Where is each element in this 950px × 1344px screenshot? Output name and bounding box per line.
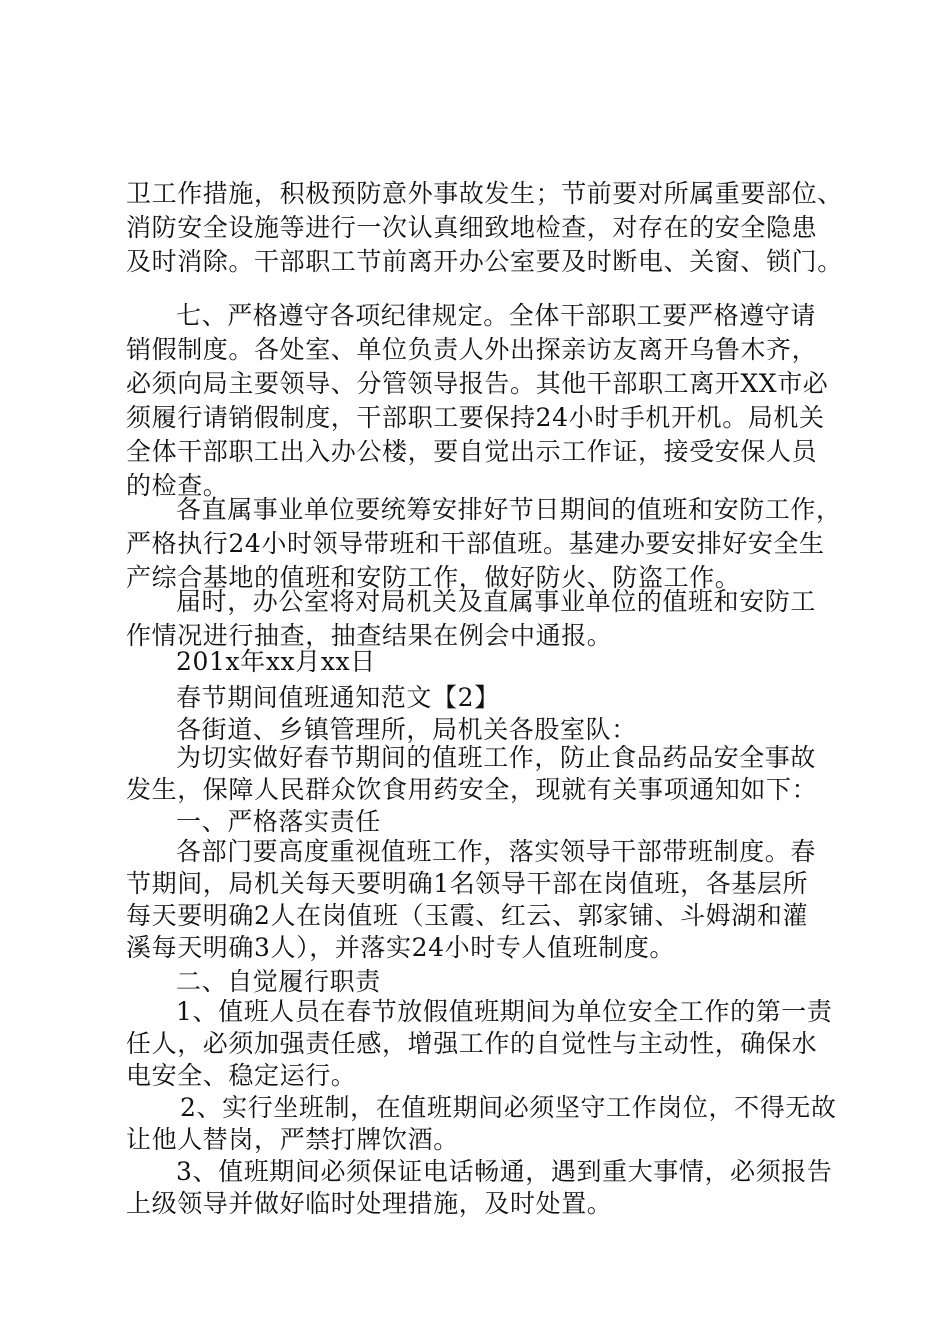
paragraph-line: 溪每天明确3人），并落实24小时专人值班制度。: [126, 933, 676, 962]
paragraph-line: 为切实做好春节期间的值班工作，防止食品药品安全事故: [176, 743, 817, 772]
paragraph-line: 节期间，局机关每天要明确1名领导干部在岗值班，各基层所: [126, 869, 809, 898]
paragraph-line: 1、值班人员在春节放假值班期间为单位安全工作的第一责: [176, 997, 833, 1026]
paragraph-line: 各直属事业单位要统筹安排好节日期间的值班和安防工作，: [176, 495, 842, 524]
paragraph-line: 上级领导并做好临时处理措施，及时处置。: [126, 1189, 613, 1218]
paragraph-line: 产综合基地的值班和安防工作，做好防火、防盗工作。: [126, 563, 741, 592]
paragraph-line: 必须向局主要领导、分管领导报告。其他干部职工离开XX市必: [126, 369, 829, 398]
paragraph-line: 及时消除。干部职工节前离开办公室要及时断电、关窗、锁门。: [126, 247, 843, 276]
paragraph-line: 销假制度。各处室、单位负责人外出探亲访友离开乌鲁木齐，: [126, 335, 818, 364]
paragraph-line: 电安全、稳定运行。: [126, 1061, 357, 1090]
paragraph-line: 全体干部职工出入办公楼，要自觉出示工作证，接受安保人员: [126, 437, 818, 466]
paragraph-line: 3、值班期间必须保证电话畅通，遇到重大事情，必须报告: [176, 1157, 833, 1186]
paragraph-line: 发生，保障人民群众饮食用药安全，现就有关事项通知如下：: [126, 775, 818, 804]
paragraph-line: 严格执行24小时领导带班和干部值班。基建办要安排好安全生: [126, 529, 825, 558]
paragraph-line: 各部门要高度重视值班工作，落实领导干部带班制度。春: [176, 837, 817, 866]
paragraph-line: 让他人替岗，严禁打牌饮酒。: [126, 1125, 459, 1154]
paragraph-line: 任人，必须加强责任感，增强工作的自觉性与主动性，确保水: [126, 1029, 818, 1058]
paragraph-line: 须履行请销假制度，干部职工要保持24小时手机开机。局机关: [126, 403, 825, 432]
date-line: 201x年xx月xx日: [176, 647, 376, 676]
paragraph-line: 卫工作措施，积极预防意外事故发生；节前要对所属重要部位、: [126, 179, 843, 208]
salutation: 各街道、乡镇管理所，局机关各股室队：: [176, 715, 637, 744]
paragraph-line: 每天要明确2人在岗值班（玉霞、红云、郭家铺、斗姆湖和灌: [126, 901, 809, 930]
paragraph-line: 作情况进行抽查，抽查结果在例会中通报。: [126, 621, 613, 650]
paragraph-line: 七、严格遵守各项纪律规定。全体干部职工要严格遵守请: [176, 301, 817, 330]
section-title: 春节期间值班通知范文【2】: [176, 683, 500, 712]
paragraph-line: 届时，办公室将对局机关及直属事业单位的值班和安防工: [176, 587, 817, 616]
subheading: 二、自觉履行职责: [176, 967, 381, 996]
subheading: 一、严格落实责任: [176, 807, 381, 836]
paragraph-line: 2、实行坐班制，在值班期间必须坚守工作岗位，不得无故: [180, 1093, 837, 1122]
paragraph-line: 消防安全设施等进行一次认真细致地检查，对存在的安全隐患: [126, 213, 818, 242]
paragraph-line: 的检查。: [126, 471, 229, 500]
